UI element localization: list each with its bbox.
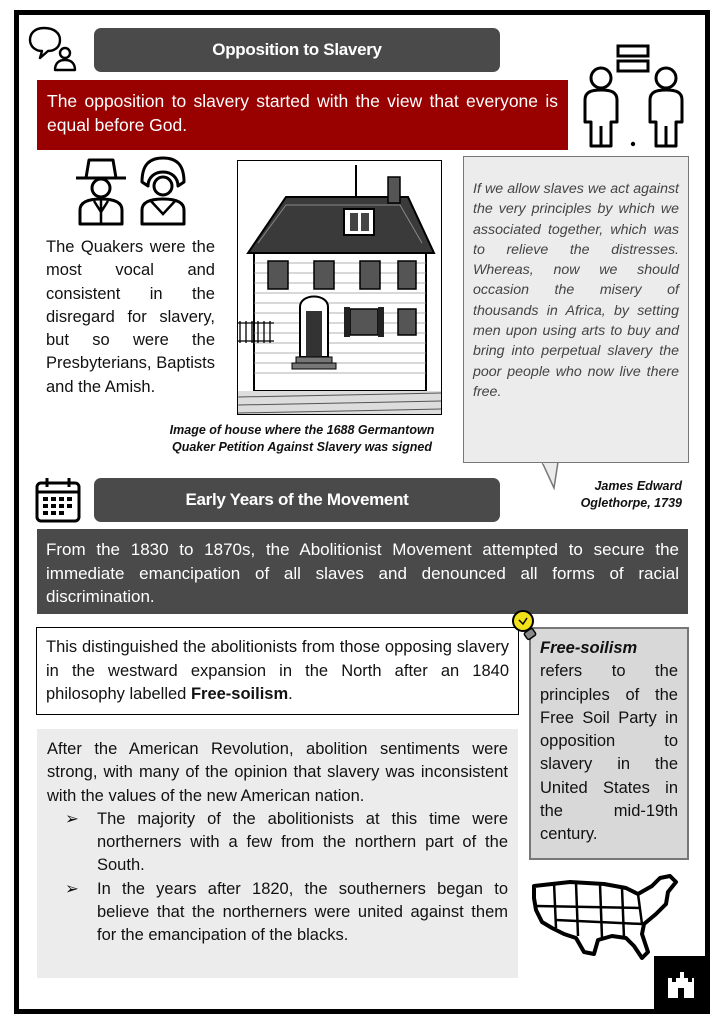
image-caption: Image of house where the 1688 Germantown Quaker Petition Against Slavery was signed xyxy=(169,423,435,454)
bullet-text: The majority of the abolitionists at this time were northerners with a few from the northern part of the South. xyxy=(97,809,508,875)
quote-author: James Edward Oglethorpe, 1739 xyxy=(580,479,682,510)
discussion-person-icon xyxy=(28,24,78,72)
lightbulb-icon xyxy=(510,608,540,644)
quakers-paragraph: The Quakers were the most vocal and consistent in the disregard for slavery, but so were the Presbyterians, Baptists and the Amish. xyxy=(46,238,215,396)
bullet-text: In the years after 1820, the southerners began to believe that the northerners were united against them for the emancipation of the blacks. xyxy=(97,879,508,945)
opposition-intro: The opposition to slavery started with the view that everyone is equal before God. xyxy=(37,80,568,150)
early-years-intro: From the 1830 to 1870s, the Abolitionist Movement attempted to secure the immediate emancipation of all slaves and denounced all forms of racial discrimination. xyxy=(37,529,688,614)
freesoil-definition-box xyxy=(529,627,689,860)
castle-icon xyxy=(654,956,705,1009)
freesoil-paragraph xyxy=(36,627,519,715)
revolution-box xyxy=(37,729,518,978)
quaker-couple-icon xyxy=(72,156,194,228)
logo-badge xyxy=(654,956,705,1009)
revolution-bullets xyxy=(65,808,508,948)
section-title-opposition: Opposition to Slavery xyxy=(94,28,500,72)
freesoil-text-end: . xyxy=(288,685,293,703)
house-drawing xyxy=(238,161,442,415)
list-item xyxy=(65,878,508,948)
calendar-icon xyxy=(34,476,82,524)
freesoil-term: Free-soilism xyxy=(190,685,289,703)
bullet-marker: ➢ xyxy=(65,809,79,828)
definition-term: Free-soilism xyxy=(540,639,638,657)
oglethorpe-quote: If we allow slaves we act against the very principles by which we associated together, which was to relieve the distresses. Whereas, now we should occasion the misery of thousands in Africa, by setting men upon using arts to buy and bring into perpetual slavery the poor people who now live there free. xyxy=(463,156,689,463)
two-people-icon xyxy=(578,44,690,150)
section-title-early-years: Early Years of the Movement xyxy=(94,478,500,522)
list-item xyxy=(65,808,508,878)
definition-text: refers to the principles of the Free Soil Party in opposition to slavery in the United States in the mid-19th century. xyxy=(540,662,678,844)
bullet-marker: ➢ xyxy=(65,879,79,898)
usa-map-icon xyxy=(530,872,690,964)
revolution-intro: After the American Revolution, abolition sentiments were strong, with many of the opinion that slavery was inconsistent with the values of the new American nation. xyxy=(47,740,508,805)
freesoil-text: This distinguished the abolitionists from those opposing slavery in the westward expansion in the North after an 1840 philosophy labelled xyxy=(46,638,509,703)
germantown-house-image xyxy=(237,160,442,415)
